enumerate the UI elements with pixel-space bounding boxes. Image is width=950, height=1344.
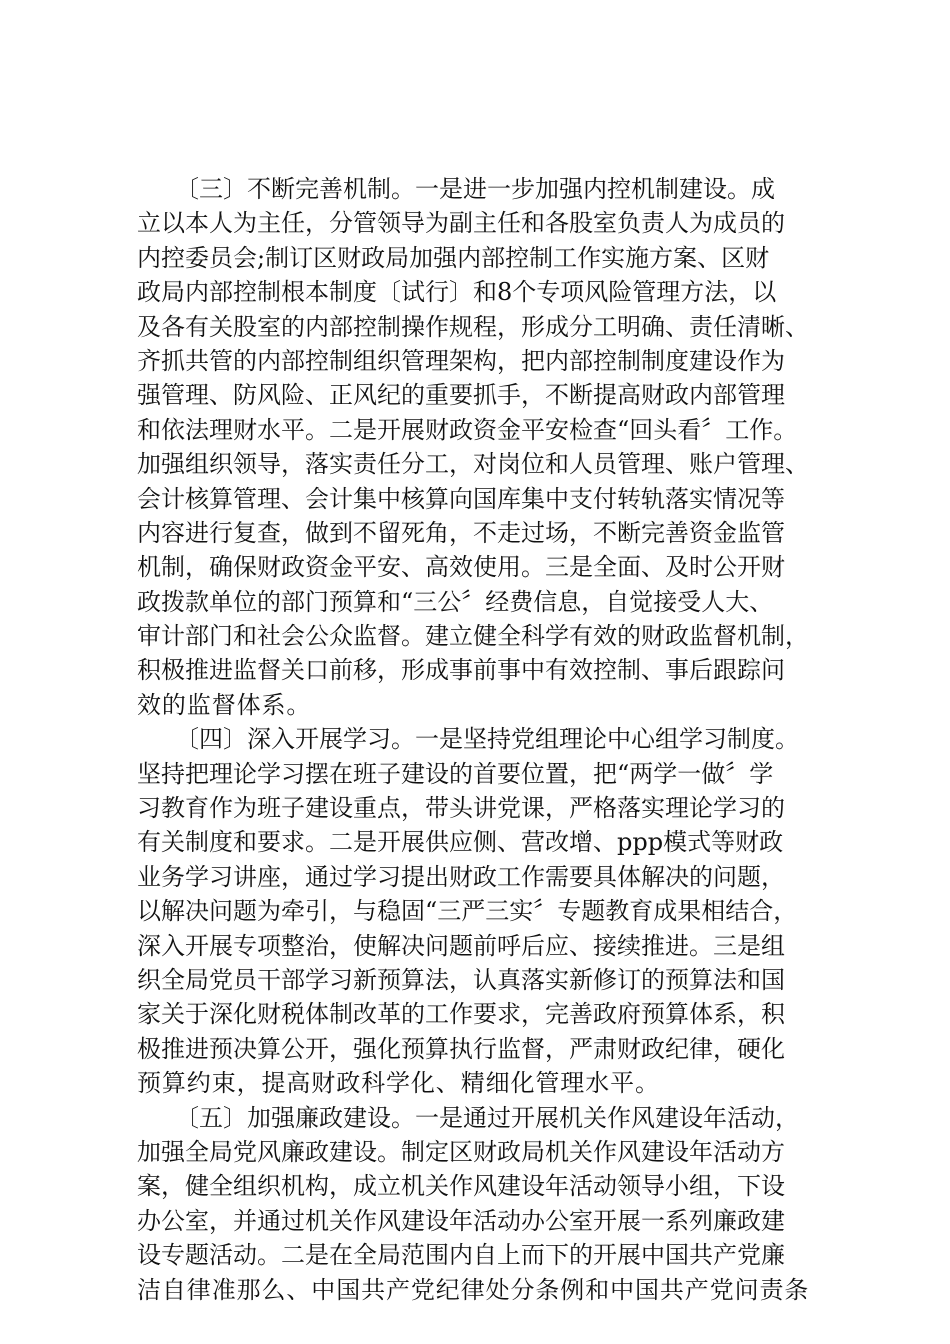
text-line: 效的监督体系。 xyxy=(137,690,312,719)
text-line: 习教育作为班子建设重点，带头讲党课，严格落实理论学习的 xyxy=(137,794,785,823)
text-line: 案，健全组织机构，成立机关作风建设年活动领导小组，下设 xyxy=(137,1172,785,1201)
text-line: 业务学习讲座，通过学习提出财政工作需要具体解决的问题， xyxy=(137,862,785,891)
text-line: 和依法理财水平。二是开展财政资金平安检查“回头看〞工作。 xyxy=(137,415,798,444)
paragraph-section-5 xyxy=(137,1101,831,1307)
text-line: 齐抓共管的内部控制组织管理架构，把内部控制制度建设作为 xyxy=(137,346,785,375)
text-line: 极推进预决算公开，强化预算执行监督，严肃财政纪律，硬化 xyxy=(137,1034,785,1063)
text-line: 深入开展专项整治，使解决问题前呼后应、接续推进。三是组 xyxy=(137,931,785,960)
text-line: 及各有关股室的内部控制操作规程，形成分工明确、责任清晰、 xyxy=(137,312,809,341)
text-line: 政局内部控制根本制度〔试行〕和8个专项风险管理方法，以 xyxy=(137,278,777,307)
text-line: 〔三〕不断完善机制。一是进一步加强内控机制建设。成 xyxy=(175,175,775,203)
paragraph-section-3 xyxy=(137,172,831,722)
text-line: 家关于深化财税体制改革的工作要求，完善政府预算体系，积 xyxy=(137,1000,785,1029)
text-line: 织全局党员干部学习新预算法，认真落实新修订的预算法和国 xyxy=(137,965,785,994)
text-line: 〔五〕加强廉政建设。一是通过开展机关作风建设年活动， xyxy=(175,1103,799,1132)
text-line: 有关制度和要求。二是开展供应侧、营改增、ppp模式等财政 xyxy=(137,828,784,857)
text-line: 内容进行复查，做到不留死角，不走过场，不断完善资金监管 xyxy=(137,518,785,547)
text-line: 政拨款单位的部门预算和“三公〞经费信息，自觉接受人大、 xyxy=(137,587,774,616)
text-line: 坚持把理论学习摆在班子建设的首要位置，把“两学一做〞学 xyxy=(137,759,774,788)
text-line: 内控委员会;制订区财政局加强内部控制工作实施方案、区财 xyxy=(137,243,770,272)
paragraph-section-4 xyxy=(137,722,831,1100)
text-line: 强管理、防风险、正风纪的重要抓手，不断提高财政内部管理 xyxy=(137,381,785,410)
text-line: 审计部门和社会公众监督。建立健全科学有效的财政监督机制， xyxy=(137,622,809,651)
text-line: 办公室，并通过机关作风建设年活动办公室开展一系列廉政建 xyxy=(137,1206,785,1235)
body-text xyxy=(137,172,831,1307)
text-line: 加强全局党风廉政建设。制定区财政局机关作风建设年活动方 xyxy=(137,1137,785,1166)
text-line: 立以本人为主任，分管领导为副主任和各股室负责人为成员的 xyxy=(137,209,785,238)
text-line: 加强组织领导，落实责任分工，对岗位和人员管理、账户管理、 xyxy=(137,450,809,479)
text-line: 积极推进监督关口前移，形成事前事中有效控制、事后跟踪问 xyxy=(137,656,785,685)
text-line: 预算约束，提高财政科学化、精细化管理水平。 xyxy=(137,1069,660,1098)
text-line: 以解决问题为牵引，与稳固“三严三实〞专题教育成果相结合， xyxy=(137,897,798,926)
text-line: 设专题活动。二是在全局范围内自上而下的开展中国共产党廉 xyxy=(137,1241,785,1270)
text-line: 机制，确保财政资金平安、高效使用。三是全面、及时公开财 xyxy=(137,553,785,582)
text-line: 会计核算管理、会计集中核算向国库集中支付转轨落实情况等 xyxy=(137,484,785,513)
text-line: 〔四〕深入开展学习。一是坚持党组理论中心组学习制度。 xyxy=(175,725,799,754)
text-line: 洁自律准那么、中国共产党纪律处分条例和中国共产党问责条 xyxy=(137,1275,810,1304)
